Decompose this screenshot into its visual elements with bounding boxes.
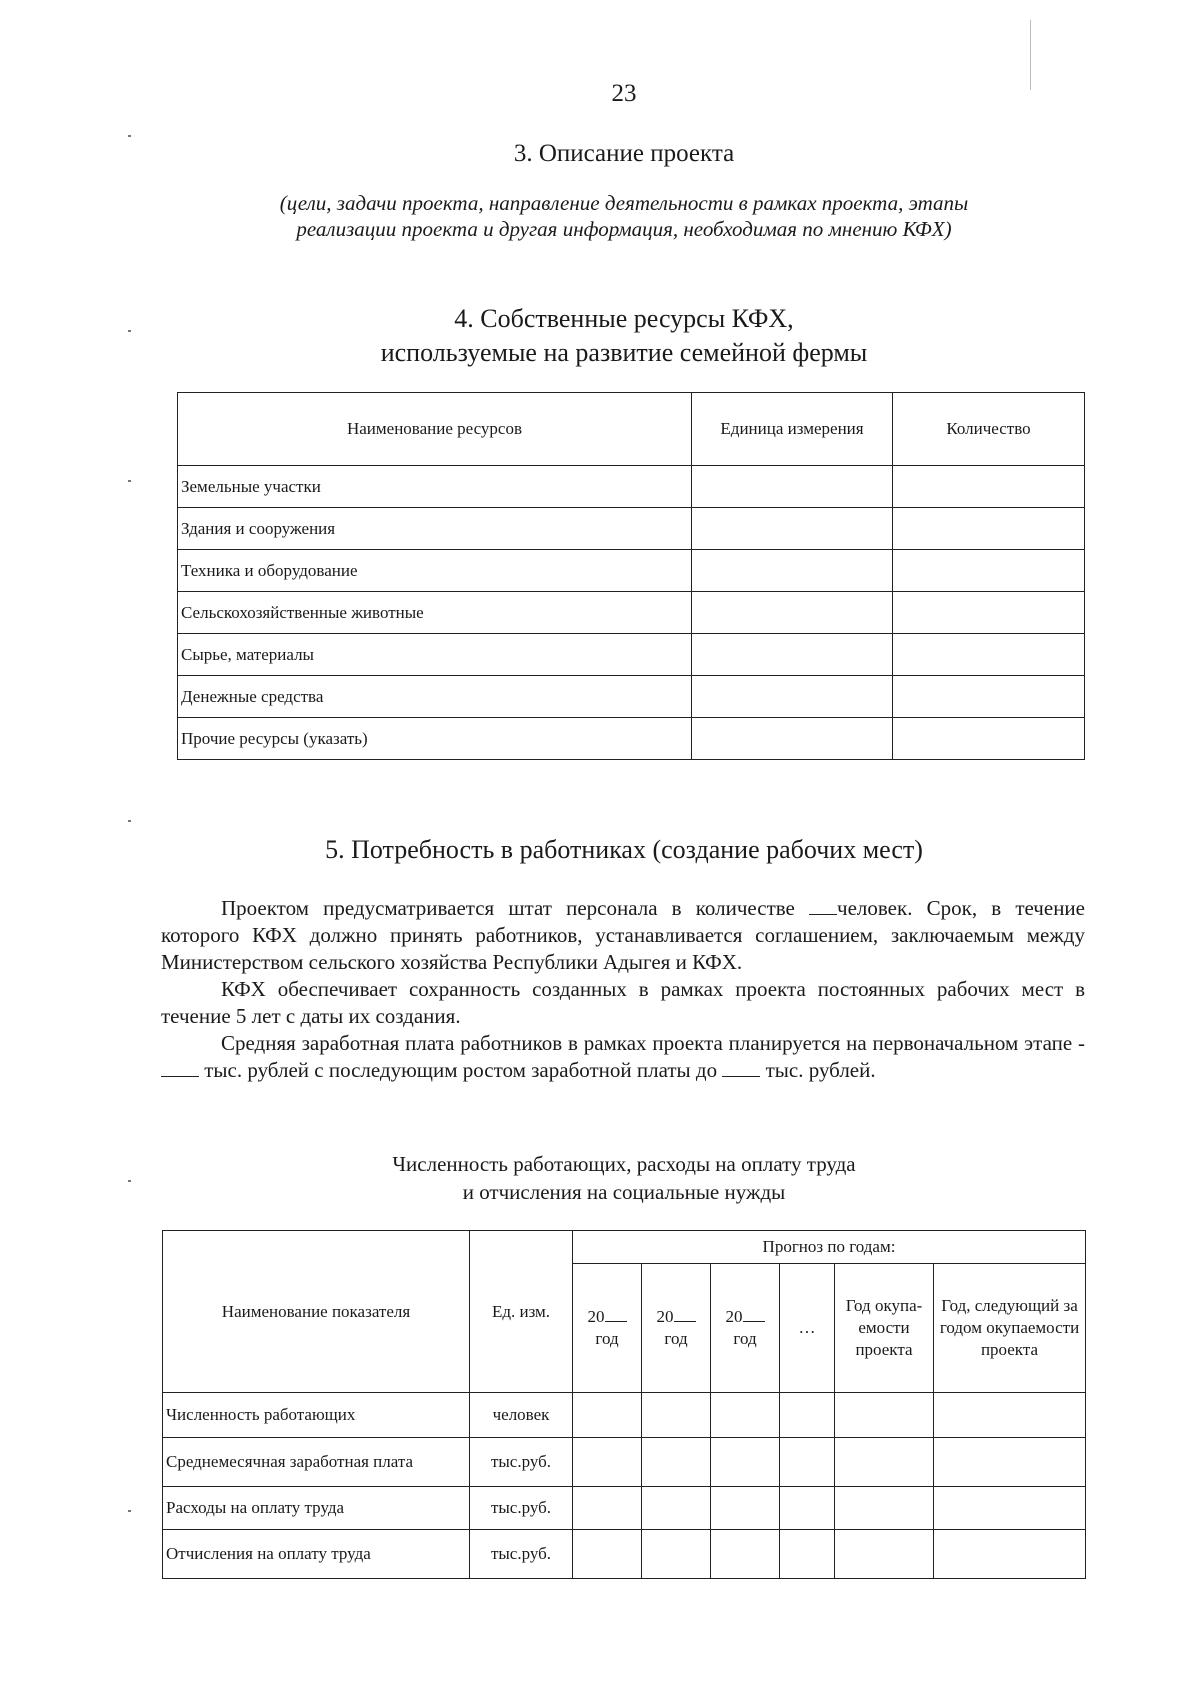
section-3-title: 3. Описание проекта — [513, 140, 735, 167]
header-forecast: Прогноз по годам: — [573, 1231, 1086, 1264]
resource-name: Земельные участки — [178, 466, 692, 508]
resource-unit-cell[interactable] — [692, 550, 893, 592]
scan-speck — [128, 1510, 131, 1512]
scan-speck — [128, 820, 131, 822]
resource-unit-cell[interactable] — [692, 508, 893, 550]
value-cell[interactable] — [835, 1530, 934, 1579]
value-cell[interactable] — [711, 1487, 780, 1530]
value-cell[interactable] — [642, 1393, 711, 1438]
value-cell[interactable] — [934, 1438, 1086, 1487]
value-cell[interactable] — [642, 1438, 711, 1487]
resource-unit-cell[interactable] — [692, 592, 893, 634]
resource-unit-cell[interactable] — [692, 676, 893, 718]
workers-table-title — [0, 1150, 1200, 1206]
value-cell[interactable] — [934, 1530, 1086, 1579]
table-row — [178, 718, 1085, 760]
section-4-title — [0, 302, 1200, 370]
section-3-subtitle — [200, 190, 1048, 242]
table-row — [178, 550, 1085, 592]
table-row — [178, 592, 1085, 634]
header-year-3: 20 год — [711, 1264, 780, 1393]
scan-speck — [128, 135, 131, 137]
value-cell[interactable] — [934, 1487, 1086, 1530]
value-cell[interactable] — [573, 1393, 642, 1438]
resource-quantity-cell[interactable] — [893, 676, 1085, 718]
header-quantity: Количество — [893, 393, 1085, 466]
paragraph-staff — [161, 895, 1085, 976]
table-row — [163, 1487, 1086, 1530]
value-cell[interactable] — [642, 1487, 711, 1530]
indicator-unit: тыс.руб. — [470, 1487, 573, 1530]
table-row — [178, 466, 1085, 508]
header-ellipsis: … — [780, 1264, 835, 1393]
resource-unit-cell[interactable] — [692, 634, 893, 676]
paragraph-staff-a: Проектом предусматривается штат персонала в количестве — [221, 896, 795, 920]
value-cell[interactable] — [780, 1393, 835, 1438]
indicator-unit: тыс.руб. — [470, 1438, 573, 1487]
header-resource-name: Наименование ресурсов — [178, 393, 692, 466]
resource-quantity-cell[interactable] — [893, 508, 1085, 550]
workers-header-row-1 — [163, 1231, 1086, 1264]
value-cell[interactable] — [835, 1438, 934, 1487]
paragraph-salary — [161, 1030, 1085, 1084]
scan-speck — [128, 1180, 131, 1182]
resource-unit-cell[interactable] — [692, 718, 893, 760]
value-cell[interactable] — [711, 1530, 780, 1579]
resource-name: Прочие ресурсы (указать) — [178, 718, 692, 760]
paragraph-salary-c: тыс. рублей. — [765, 1058, 876, 1082]
section-4-title-line-1: 4. Собственные ресурсы КФХ, — [454, 304, 794, 333]
resource-quantity-cell[interactable] — [893, 718, 1085, 760]
value-cell[interactable] — [780, 1487, 835, 1530]
value-cell[interactable] — [711, 1438, 780, 1487]
value-cell[interactable] — [934, 1393, 1086, 1438]
indicator-unit: тыс.руб. — [470, 1530, 573, 1579]
resources-table — [177, 392, 1085, 760]
scan-speck — [1030, 20, 1031, 90]
resource-name: Денежные средства — [178, 676, 692, 718]
value-cell[interactable] — [780, 1438, 835, 1487]
subtitle-line-1: (цели, задачи проекта, направление деятельности в рамках проекта, этапы — [279, 191, 969, 215]
page-number: 23 — [611, 80, 637, 107]
value-cell[interactable] — [711, 1393, 780, 1438]
value-cell[interactable] — [642, 1530, 711, 1579]
resource-quantity-cell[interactable] — [893, 466, 1085, 508]
table-row — [178, 508, 1085, 550]
value-cell[interactable] — [780, 1530, 835, 1579]
resources-header-row — [178, 393, 1085, 466]
paragraph-salary-b: тыс. рублей с последующим ростом заработной платы до — [204, 1058, 718, 1082]
indicator-name: Численность работающих — [163, 1393, 470, 1438]
value-cell[interactable] — [835, 1393, 934, 1438]
table-row — [163, 1438, 1086, 1487]
header-unit: Единица измерения — [692, 393, 893, 466]
resource-quantity-cell[interactable] — [893, 550, 1085, 592]
table-row — [178, 634, 1085, 676]
workers-table-title-line-1: Численность работающих, расходы на оплату труда — [392, 1152, 856, 1176]
target-salary-blank[interactable] — [722, 1058, 760, 1077]
value-cell[interactable] — [835, 1487, 934, 1530]
value-cell[interactable] — [573, 1530, 642, 1579]
indicator-unit: человек — [470, 1393, 573, 1438]
paragraph-staff-b: человек. Срок, в течение которого КФХ должно принять работников, устанавливается соглашением, заключаемым между Министерством сельского хозяйства Республики Адыгея и КФХ. — [161, 896, 1085, 974]
section-4-title-line-2: используемые на развитие семейной фермы — [380, 338, 868, 367]
resource-name: Сельскохозяйственные животные — [178, 592, 692, 634]
scan-speck — [128, 480, 131, 482]
scan-speck — [128, 330, 131, 332]
header-payback-year: Год окупа- емости проекта — [835, 1264, 934, 1393]
initial-salary-blank[interactable] — [161, 1058, 199, 1077]
resource-name: Техника и оборудование — [178, 550, 692, 592]
header-unit: Ед. изм. — [470, 1231, 573, 1393]
resource-quantity-cell[interactable] — [893, 634, 1085, 676]
resource-name: Здания и сооружения — [178, 508, 692, 550]
indicator-name: Отчисления на оплату труда — [163, 1530, 470, 1579]
paragraph-salary-a: Средняя заработная плата работников в рамках проекта планируется на первоначальном этапе - — [221, 1031, 1085, 1055]
section-5-title: 5. Потребность в работниках (создание рабочих мест) — [325, 835, 923, 864]
header-year-2: 20 год — [642, 1264, 711, 1393]
header-after-payback: Год, следующий за годом окупаемости проекта — [934, 1264, 1086, 1393]
resource-name: Сырье, материалы — [178, 634, 692, 676]
resource-quantity-cell[interactable] — [893, 592, 1085, 634]
resource-unit-cell[interactable] — [692, 466, 893, 508]
staff-count-blank[interactable] — [809, 896, 837, 915]
subtitle-line-2: реализации проекта и другая информация, необходимая по мнению КФХ) — [296, 217, 952, 241]
indicator-name: Среднемесячная заработная плата — [163, 1438, 470, 1487]
workers-table — [162, 1230, 1086, 1579]
header-indicator-name: Наименование показателя — [163, 1231, 470, 1393]
value-cell[interactable] — [573, 1487, 642, 1530]
indicator-name: Расходы на оплату труда — [163, 1487, 470, 1530]
header-year-1: 20 год — [573, 1264, 642, 1393]
value-cell[interactable] — [573, 1438, 642, 1487]
table-row — [163, 1530, 1086, 1579]
workers-table-title-line-2: и отчисления на социальные нужды — [462, 1180, 786, 1204]
table-row — [163, 1393, 1086, 1438]
paragraph-retention: КФХ обеспечивает сохранность созданных в рамках проекта постоянных рабочих мест в течение 5 лет с даты их создания. — [161, 977, 1085, 1028]
table-row — [178, 676, 1085, 718]
